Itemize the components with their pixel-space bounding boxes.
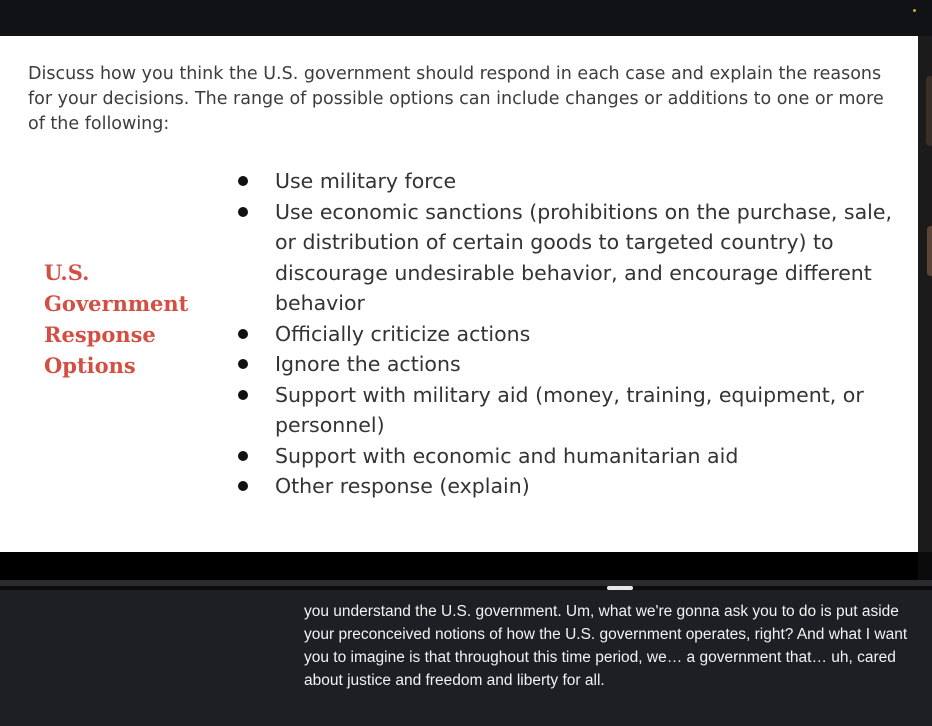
option-text: Support with military aid (money, training, equipment, or personnel) bbox=[275, 382, 864, 437]
option-text: Use economic sanctions (prohibitions on the purchase, sale, or distribution of certain goods to targeted country) to discourage undesirable behavior, and encourage different behavior bbox=[275, 199, 893, 315]
option-text: Other response (explain) bbox=[275, 474, 530, 498]
list-item bbox=[235, 197, 895, 319]
heading-line: Options bbox=[44, 353, 136, 378]
list-item bbox=[235, 319, 895, 350]
list-item bbox=[235, 380, 895, 441]
list-item bbox=[235, 166, 895, 197]
heading-line: Government bbox=[44, 291, 189, 316]
participant-video-strip bbox=[918, 36, 932, 552]
top-bar bbox=[0, 0, 932, 36]
option-text: Use military force bbox=[275, 169, 457, 193]
slide-letterbox bbox=[0, 552, 918, 580]
bullet-icon bbox=[238, 481, 248, 491]
list-item bbox=[235, 349, 895, 380]
option-text: Support with economic and humanitarian aid bbox=[275, 443, 739, 468]
bullet-icon bbox=[238, 451, 248, 461]
response-options-list bbox=[235, 166, 895, 502]
option-text: Ignore the actions bbox=[275, 352, 461, 376]
video-thumbnail bbox=[926, 76, 932, 146]
status-dot-icon bbox=[913, 9, 916, 12]
video-thumbnail bbox=[927, 226, 932, 276]
list-item bbox=[235, 441, 895, 472]
bullet-icon bbox=[238, 176, 248, 186]
option-text: Officially criticize actions bbox=[275, 321, 531, 346]
slide-heading bbox=[44, 257, 244, 381]
slide-intro-text: Discuss how you think the U.S. government should respond in each case and explain the reasons for your decisions. The range of possible options can include changes or additions to one or more of the following: bbox=[28, 64, 884, 134]
bullet-icon bbox=[238, 329, 248, 339]
bullet-icon bbox=[238, 207, 248, 217]
bullet-icon bbox=[238, 359, 248, 369]
heading-line: Response bbox=[44, 322, 156, 347]
shared-slide bbox=[0, 36, 918, 552]
bullet-icon bbox=[238, 390, 248, 400]
captions-panel bbox=[0, 590, 932, 726]
live-caption-text: you understand the U.S. government. Um, what we're gonna ask you to do is put aside your preconceived notions of how the U.S. government operates, right? And what I want you to imagine is that throughout this time period, we… a government that… uh, cared about justice and freedom and liberty for all. bbox=[304, 603, 908, 689]
panel-divider bbox=[0, 580, 932, 586]
heading-line: U.S. bbox=[44, 260, 90, 285]
list-item bbox=[235, 471, 895, 502]
